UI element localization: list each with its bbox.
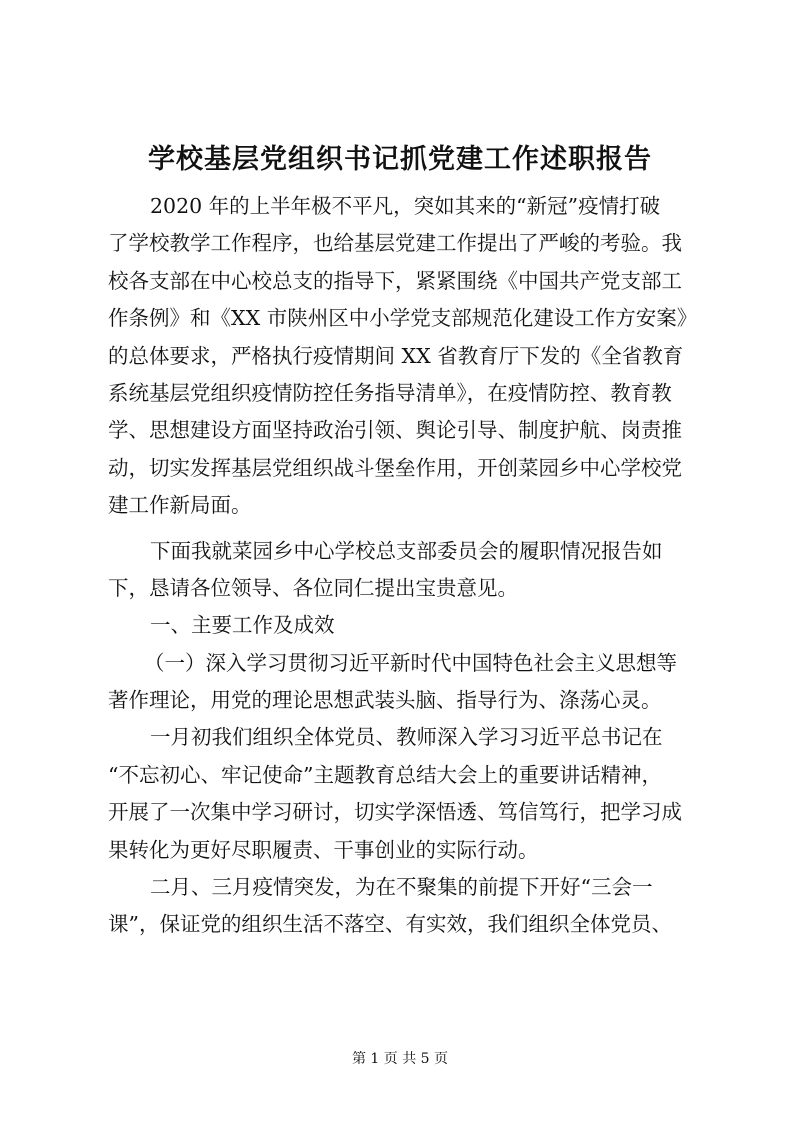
paragraph-line: 2020 年的上半年极不平凡，突如其来的“新冠”疫情打破 — [150, 194, 661, 218]
paragraph-line: 系统基层党组织疫情防控任务指导清单》，在疫情防控、教育教 — [108, 380, 672, 405]
paragraph-line: 一月初我们组织全体党员、教师深入学习习近平总书记在 — [150, 725, 663, 750]
paragraph-line: 学、思想建设方面坚持政治引领、舆论引导、制度护航、岗责推 — [108, 418, 682, 443]
paragraph-line: “不忘初心、牢记使命”主题教育总结大会上的重要讲话精神， — [108, 762, 662, 787]
paragraph-line: 著作理论，用党的理论思想武装头脑、指导行为、涤荡心灵。 — [108, 688, 662, 713]
document-body — [108, 188, 698, 944]
paragraph-line: 建工作新局面。 — [108, 493, 252, 518]
paragraph-line: 果转化为更好尽职履责、干事创业的实际行动。 — [108, 837, 539, 862]
subsection-heading: （一）深入学习贯彻习近平新时代中国特色社会主义思想等 — [144, 650, 677, 675]
paragraph-line: 开展了一次集中学习研讨，切实学深悟透、笃信笃行，把学习成 — [108, 800, 682, 825]
paragraph-line: 课”，保证党的组织生活不落空、有实效，我们组织全体党员、 — [108, 912, 672, 937]
page-number: 第 1 页 共 5 页 — [351, 1051, 449, 1067]
section-heading: 一、主要工作及成效 — [150, 613, 335, 638]
paragraph-line: 下面我就菜园乡中心学校总支部委员会的履职情况报告如 — [150, 538, 663, 563]
paragraph-line: 下，恳请各位领导、各位同仁提出宝贵意见。 — [108, 575, 518, 600]
document-title: 学校基层党组织书记抓党建工作述职报告 — [148, 144, 652, 175]
paragraph-line: 动，切实发挥基层党组织战斗堡垒作用，开创菜园乡中心学校党 — [108, 455, 682, 480]
paragraph-line: 了学校教学工作程序，也给基层党建工作提出了严峻的考验。我 — [108, 231, 682, 256]
paragraph-line: 的总体要求，严格执行疫情期间 XX 省教育厅下发的《全省教育 — [108, 343, 684, 368]
paragraph-line: 校各支部在中心校总支的指导下，紧紧围绕《中国共产党支部工 — [108, 268, 682, 293]
paragraph-line: 作条例》和《XX 市陕州区中小学党支部规范化建设工作方安案》 — [108, 306, 698, 331]
paragraph-line: 二月、三月疫情突发，为在不聚集的前提下开好“三会一 — [150, 875, 653, 900]
